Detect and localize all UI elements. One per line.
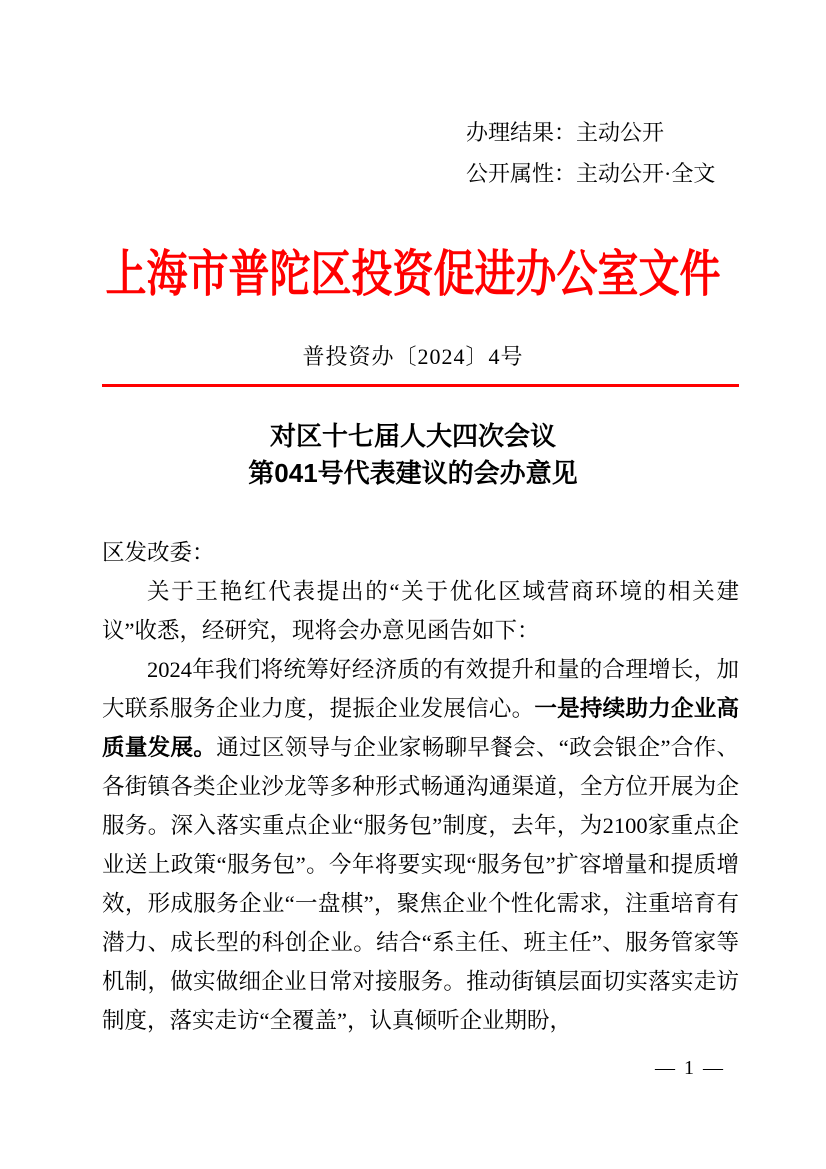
meta-disclosure-attribute: 公开属性：主动公开·全文 bbox=[466, 161, 716, 186]
meta-handling-result: 办理结果：主动公开 bbox=[466, 120, 665, 145]
issuing-agency-title: 上海市普陀区投资促进办公室文件 bbox=[105, 246, 721, 302]
document-number: 普投资办〔2024〕4号 bbox=[302, 344, 524, 369]
red-divider-line bbox=[102, 384, 739, 387]
disclosure-meta bbox=[466, 112, 715, 194]
body-paragraphs bbox=[102, 533, 739, 1047]
page-number: — 1 — bbox=[655, 1057, 725, 1079]
document-title bbox=[0, 418, 826, 492]
body-text-bold-run: 一是持续助力企业高质量发展。 bbox=[102, 696, 739, 760]
document-title-line1: 对区十七届人大四次会议 bbox=[269, 421, 556, 451]
body-paragraph bbox=[102, 533, 739, 572]
body-text-run: 关于王艳红代表提出的“关于优化区域营商环境的相关建议”收悉，经研究，现将会办意见函告如下： bbox=[102, 579, 739, 643]
body-paragraph bbox=[102, 572, 739, 650]
body-text-run: 2024年我们将统筹好经济质的有效提升和量的合理增长，加大联系服务企业力度，提振企业发展信心。 bbox=[102, 657, 739, 721]
body-paragraph bbox=[102, 650, 739, 1040]
body-text-run: 通过区领导与企业家畅聊早餐会、“政会银企”合作、各街镇各类企业沙龙等多种形式畅通沟通渠道，全方位开展为企服务。深入落实重点企业“服务包”制度，去年，为2100家重点企业送上政策“服务包”。今年将要实现“服务包”扩容增量和提质增效，形成服务企业“一盘棋”，聚焦企业个性化需求，注重培育有潜力、成长型的科创企业。结合“系主任、班主任”、服务管家等机制，做实做细企业日常对接服务。推动街镇层面切实落实走访制度，落实走访“全覆盖”，认真倾听企业期盼， bbox=[102, 735, 739, 1033]
body-text-run: 区发改委： bbox=[102, 540, 215, 565]
masthead bbox=[0, 243, 826, 305]
document-title-line2: 第041号代表建议的会办意见 bbox=[248, 458, 578, 488]
